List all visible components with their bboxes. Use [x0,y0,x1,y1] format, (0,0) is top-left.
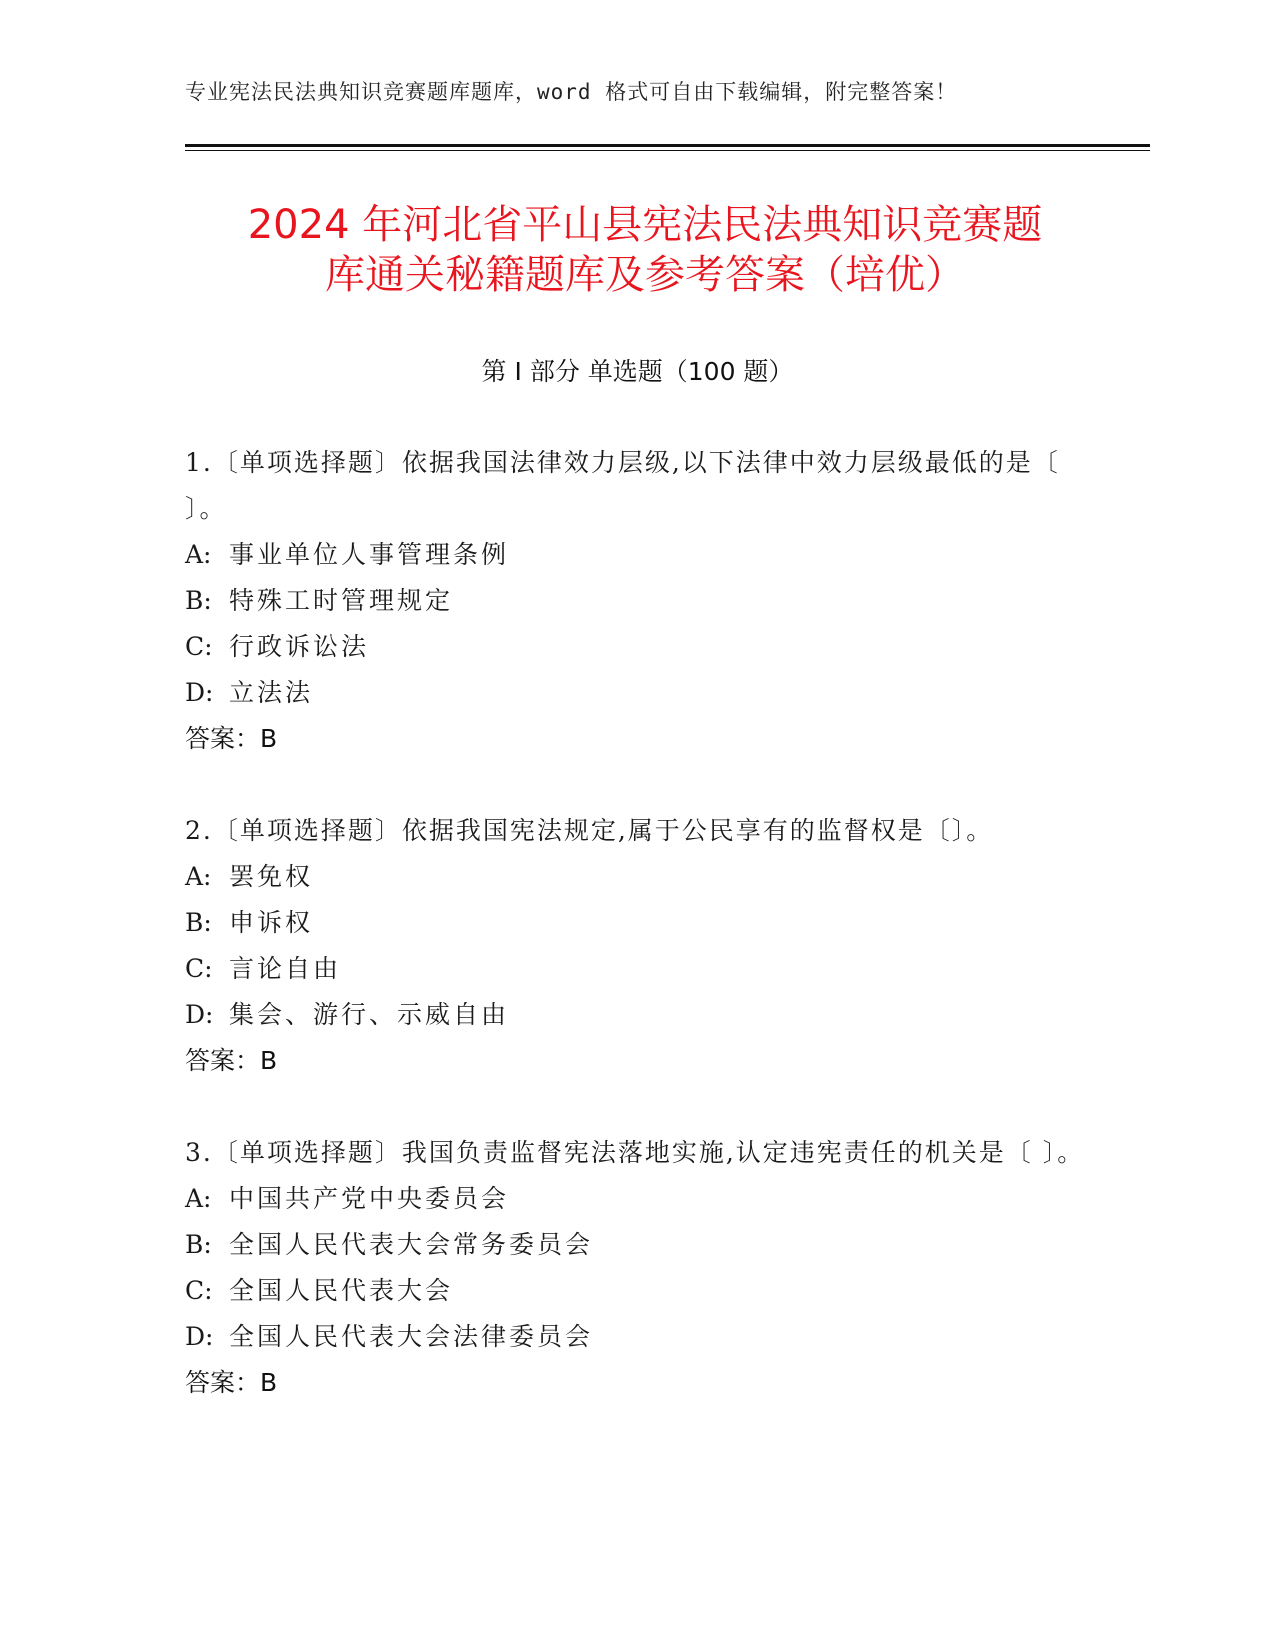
header-rule-thick [185,144,1150,147]
question-list [185,440,1085,1452]
question-3 [185,1130,1085,1406]
option-text: 立法法 [229,678,314,707]
document-title-line2: 库通关秘籍题库及参考答案（培优） [325,252,965,298]
option-key: A: [185,862,212,891]
option-key: C: [185,1276,213,1305]
option-key: D: [185,678,214,707]
question-stem: 2.〔单项选择题〕依据我国宪法规定,属于公民享有的监督权是〔〕。 [185,816,994,845]
section-title: 第 I 部分 单选题（100 题） [481,357,794,386]
option-key: C: [185,632,213,661]
option-key: B: [185,1230,212,1259]
option-key: D: [185,1322,214,1351]
option-c [185,946,1085,992]
option-b [185,900,1085,946]
option-text: 罢免权 [229,862,314,891]
document-title [185,200,1105,300]
option-b [185,1222,1085,1268]
option-key: B: [185,586,212,615]
question-stem: 3.〔单项选择题〕我国负责监督宪法落地实施,认定违宪责任的机关是〔 〕。 [185,1138,1085,1167]
answer: 答案：B [185,724,278,753]
document-title-line1: 2024 年河北省平山县宪法民法典知识竞赛题 [247,202,1043,248]
option-text: 全国人民代表大会常务委员会 [229,1230,594,1259]
option-a [185,854,1085,900]
option-d [185,670,1085,716]
option-text: 特殊工时管理规定 [229,586,454,615]
header-note: 专业宪法民法典知识竞赛题库题库，word 格式可自由下载编辑，附完整答案！ [185,80,958,104]
header-rule-thin [185,150,1150,151]
option-a [185,1176,1085,1222]
answer: 答案：B [185,1368,278,1397]
option-key: A: [185,540,212,569]
option-a [185,532,1085,578]
option-text: 申诉权 [229,908,314,937]
option-key: C: [185,954,213,983]
option-text: 全国人民代表大会法律委员会 [229,1322,594,1351]
option-text: 中国共产党中央委员会 [229,1184,510,1213]
option-text: 全国人民代表大会 [229,1276,454,1305]
option-text: 集会、游行、示威自由 [229,1000,510,1029]
option-d [185,1314,1085,1360]
option-text: 行政诉讼法 [229,632,370,661]
option-c [185,624,1085,670]
option-key: B: [185,908,212,937]
option-c [185,1268,1085,1314]
question-1 [185,440,1085,762]
option-d [185,992,1085,1038]
option-text: 事业单位人事管理条例 [229,540,510,569]
answer: 答案：B [185,1046,278,1075]
option-text: 言论自由 [229,954,342,983]
option-key: A: [185,1184,212,1213]
question-stem: 1.〔单项选择题〕依据我国法律效力层级,以下法律中效力层级最低的是〔 〕。 [185,448,1060,523]
question-2 [185,808,1085,1084]
option-b [185,578,1085,624]
option-key: D: [185,1000,214,1029]
